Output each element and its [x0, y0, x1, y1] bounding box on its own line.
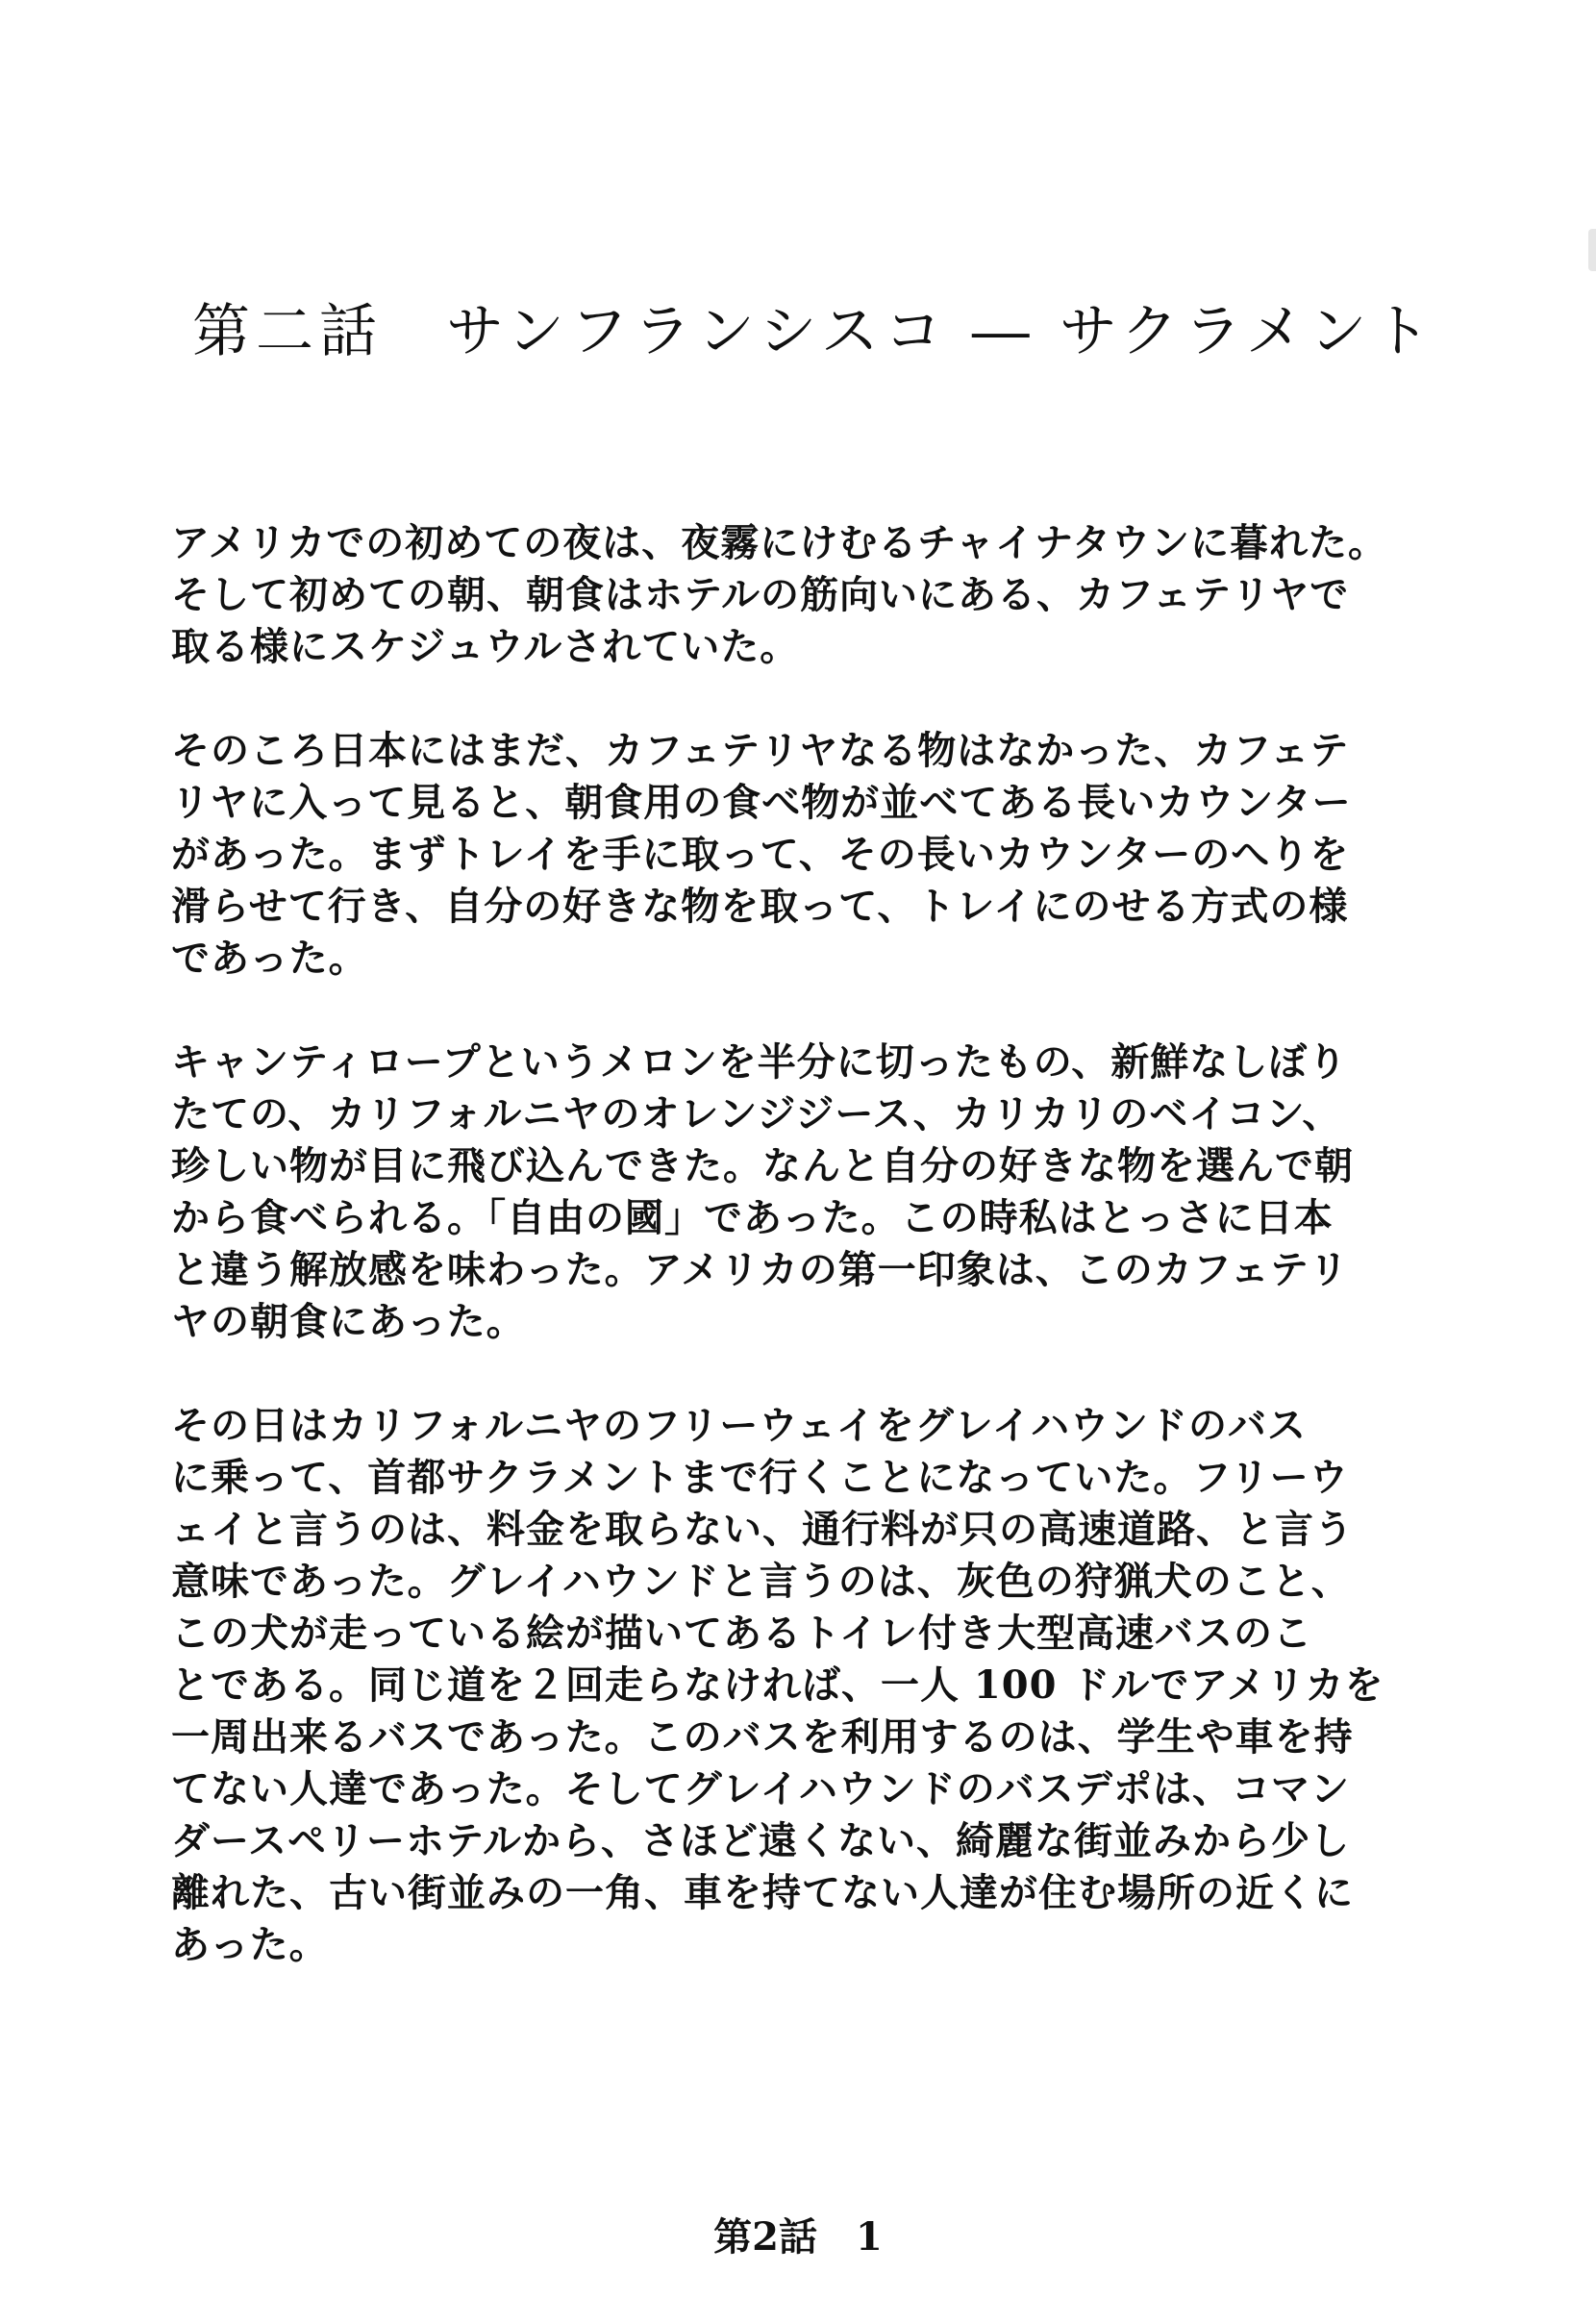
text-line: てない人達であった。そしてグレイハウンドのバスデポは、コマン [171, 1766, 1350, 1811]
text-line: そのころ日本にはまだ、カフェテリヤなる物はなかった、カフェテ [171, 728, 1350, 773]
text-line: があった。まずトレイを手に取って、その長いカウンターのへりを [171, 832, 1350, 877]
text-line: 一周出来るバスであった。このバスを利用するのは、学生や車を持 [171, 1714, 1354, 1760]
text-line: リヤに入って見ると、朝食用の食べ物が並べてある長いカウンター [171, 780, 1352, 825]
text-line: 滑らせて行き、自分の好きな物を取って、トレイにのせる方式の様 [171, 884, 1349, 929]
text-line: 意味であった。グレイハウンドと言うのは、灰色の狩猟犬のこと、 [171, 1559, 1351, 1604]
text-line: であった。 [171, 936, 368, 981]
page-edge-tab [1588, 229, 1596, 271]
text-line: に乗って、首都サクラメントまで行くことになっていた。フリーウ [171, 1455, 1349, 1500]
page-footer: 第2話 1 [713, 2214, 883, 2260]
text-line: あった。 [171, 1922, 329, 1967]
text-line: 取る様にスケジュウルされていた。 [171, 624, 800, 669]
body-text [171, 517, 1421, 2023]
text-line: と違う解放感を味わった。アメリカの第一印象は、このカフェテリ [171, 1247, 1349, 1292]
text-line: ェイと言うのは、料金を取らない、通行料が只の高速道路、と言う [171, 1507, 1354, 1552]
text-line: から食べられる。「自由の國」であった。この時私はとっさに日本 [171, 1195, 1334, 1240]
text-line: 珍しい物が目に飛び込んできた。なんと自分の好きな物を選んで朝 [171, 1143, 1354, 1188]
text-line: この犬が走っている絵が描いてあるトイレ付き大型高速バスのこ [171, 1611, 1312, 1656]
text-line: そして初めての朝、朝食はホテルの筋向いにある、カフェテリヤで [171, 572, 1350, 617]
chapter-title: 第二話 サンフランシスコ ― サクラメント [192, 298, 1436, 365]
paragraph [171, 517, 1421, 673]
text-line: キャンティロープというメロンを半分に切ったもの、新鮮なしぼり [171, 1039, 1348, 1085]
paragraph [171, 1037, 1421, 1348]
text-line: とである。同じ道を２回走らなければ、一人 100 ドルでアメリカを [171, 1662, 1384, 1708]
text-line: アメリカでの初めての夜は、夜霧にけむるチャイナタウンに暮れた。 [171, 520, 1387, 565]
text-line: 離れた、古い街並みの一角、車を持てない人達が住む場所の近くに [171, 1870, 1354, 1915]
text-line: たての、カリフォルニヤのオレンジジース、カリカリのベイコン、 [171, 1091, 1342, 1137]
paragraph [171, 725, 1421, 985]
paragraph [171, 1400, 1421, 1971]
text-line: その日はカリフォルニヤのフリーウェイをグレイハウンドのバス [171, 1403, 1307, 1448]
text-line: ダースペリーホテルから、さほど遠くない、綺麗な街並みから少し [171, 1818, 1350, 1863]
text-line: ヤの朝食にあった。 [171, 1299, 526, 1344]
